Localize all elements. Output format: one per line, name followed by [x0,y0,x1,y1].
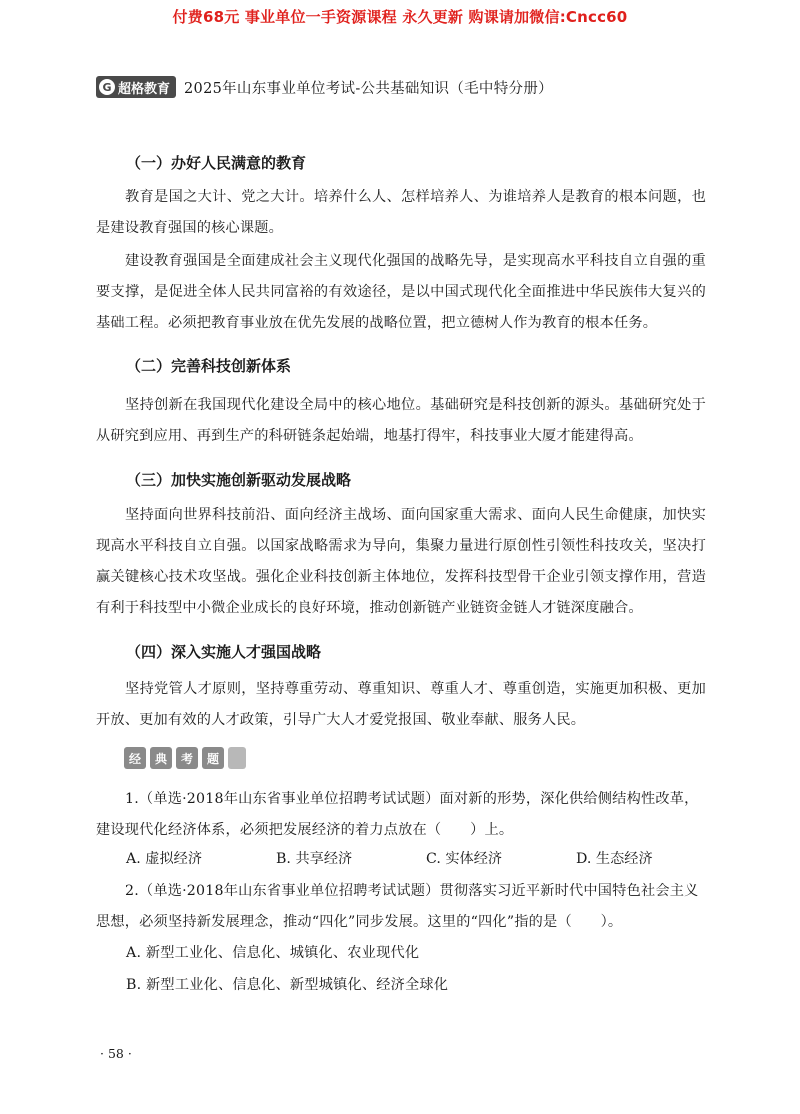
logo-text: 超格教育 [118,81,171,97]
q1-option-a: A. 虚拟经济 [126,851,203,867]
banner-char-4: 题 [202,747,224,769]
q1-option-c: C. 实体经济 [426,851,503,867]
banner-char-3: 考 [176,747,198,769]
section-heading-1: （一）办好人民满意的教育 [126,154,307,172]
section-1-paragraph-1: 教育是国之大计、党之大计。培养什么人、怎样培养人、为谁培养人是教育的根本问题，也是建设教育强国的核心课题。 [96,189,706,236]
banner-char-2: 典 [150,747,172,769]
section-heading-2: （二）完善科技创新体系 [126,357,292,375]
classic-questions-banner [124,747,250,769]
banner-tail [228,747,246,769]
section-heading-4: （四）深入实施人才强国战略 [126,643,322,661]
q1-option-b: B. 共享经济 [276,851,353,867]
section-3-paragraph-1: 坚持面向世界科技前沿、面向经济主战场、面向国家重大需求、面向人民生命健康，加快实现高水平科技自立自强。以国家战略需求为导向，集聚力量进行原创性引领性科技攻关，坚决打赢关键核心技术攻坚战。强化企业科技创新主体地位，发挥科技型骨干企业引领支撑作用，营造有利于科技型中小微企业成长的良好环境，推动创新链产业链资金链人才链深度融合。 [96,507,706,616]
logo-g-icon: G [99,79,115,95]
section-1-paragraph-2: 建设教育强国是全面建成社会主义现代化强国的战略先导，是实现高水平科技自立自强的重要支撑，是促进全体人民共同富裕的有效途径，是以中国式现代化全面推进中华民族伟大复兴的基础工程。必须把教育事业放在优先发展的战略位置，把立德树人作为教育的根本任务。 [96,253,706,331]
q2-option-a: A. 新型工业化、信息化、城镇化、农业现代化 [126,945,420,961]
watermark-banner: 付费68元 事业单位一手资源课程 永久更新 购课请加微信:Cncc60 [172,8,628,26]
page-number: · 58 · [100,1046,132,1061]
page-header [96,76,553,98]
section-4-paragraph-1: 坚持党管人才原则，坚持尊重劳动、尊重知识、尊重人才、尊重创造，实施更加积极、更加开放、更加有效的人才政策，引导广大人才爱党报国、敬业奉献、服务人民。 [96,681,706,728]
banner-char-1: 经 [124,747,146,769]
section-heading-3: （三）加快实施创新驱动发展战略 [126,471,352,489]
question-1: 1.（单选·2018年山东省事业单位招聘考试试题）面对新的形势，深化供给侧结构性改革，建设现代化经济体系，必须把发展经济的着力点放在（ ）上。 [96,791,699,838]
section-2-paragraph-1: 坚持创新在我国现代化建设全局中的核心地位。基础研究是科技创新的源头。基础研究处于从研究到应用、再到生产的科研链条起始端，地基打得牢，科技事业大厦才能建得高。 [96,397,706,444]
logo [96,76,176,98]
question-2: 2.（单选·2018年山东省事业单位招聘考试试题）贯彻落实习近平新时代中国特色社会主义思想，必须坚持新发展理念，推动“四化”同步发展。这里的“四化”指的是（ ）。 [96,883,699,930]
header-title: 2025年山东事业单位考试-公共基础知识（毛中特分册） [184,80,553,97]
question-1-options [126,848,726,868]
q1-option-d: D. 生态经济 [576,851,653,867]
q2-option-b: B. 新型工业化、信息化、新型城镇化、经济全球化 [126,977,449,993]
